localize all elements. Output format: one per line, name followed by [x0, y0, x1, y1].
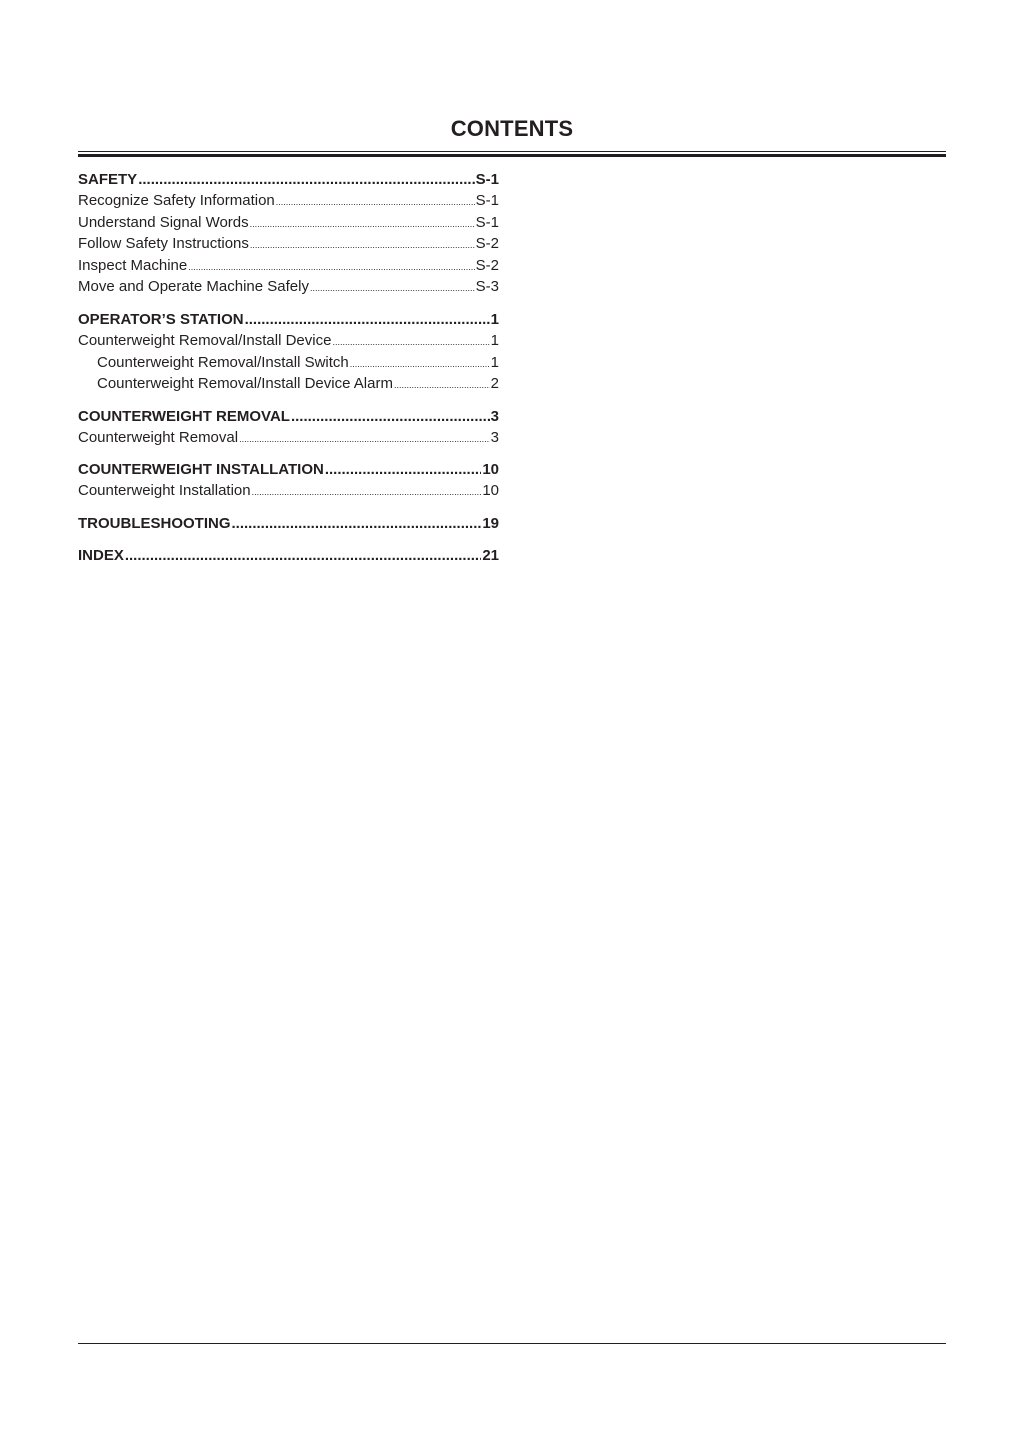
dot-leader: [276, 191, 475, 213]
toc-entry-label: Counterweight Removal/Install Switch: [97, 353, 349, 371]
toc-item[interactable]: [78, 213, 499, 235]
toc-heading[interactable]: [78, 512, 499, 535]
toc-heading[interactable]: [78, 405, 499, 428]
dot-leader: [291, 405, 490, 428]
dot-leader: [245, 308, 490, 331]
toc-entry-page-number: 10: [482, 461, 499, 479]
toc-entry-page-number: 1: [490, 331, 499, 349]
dot-leader: [394, 374, 490, 396]
toc-entry-label: COUNTERWEIGHT INSTALLATION: [78, 461, 324, 479]
toc-entry-label: Understand Signal Words: [78, 213, 249, 231]
toc-entry-page-number: 1: [490, 310, 499, 328]
dot-leader: [188, 256, 474, 278]
toc-section: [78, 512, 499, 535]
toc-section: [78, 168, 499, 299]
toc-entry-page-number: 10: [482, 482, 499, 500]
toc-item[interactable]: [78, 481, 499, 503]
toc-entry-label: Follow Safety Instructions: [78, 235, 249, 253]
table-of-contents: [78, 168, 499, 576]
toc-entry-page-number: S-1: [475, 171, 499, 188]
toc-entry-page-number: 3: [490, 428, 499, 446]
toc-entry-label: OPERATOR’S STATION: [78, 310, 244, 328]
toc-entry-page-number: 1: [490, 353, 499, 371]
toc-heading[interactable]: [78, 458, 499, 481]
toc-entry-label: COUNTERWEIGHT REMOVAL: [78, 407, 290, 425]
page-title: CONTENTS: [450, 116, 574, 141]
toc-entry-label: TROUBLESHOOTING: [78, 514, 231, 532]
dot-leader: [250, 234, 475, 256]
dot-leader: [138, 168, 474, 191]
toc-entry-label: SAFETY: [78, 171, 138, 188]
toc-item[interactable]: [78, 256, 499, 278]
toc-entry-page-number: S-3: [475, 278, 499, 296]
toc-heading[interactable]: [78, 544, 499, 567]
toc-entry-label: Counterweight Removal/Install Device Alarm: [97, 375, 393, 393]
toc-item[interactable]: [78, 191, 499, 213]
toc-section: [78, 308, 499, 396]
toc-entry-label: Counterweight Installation: [78, 482, 251, 500]
toc-entry-label: Counterweight Removal/Install Device: [78, 331, 332, 349]
dot-leader: [232, 512, 482, 535]
toc-entry-page-number: 21: [482, 546, 499, 564]
toc-entry-page-number: S-1: [475, 213, 499, 231]
toc-section: [78, 544, 499, 567]
toc-entry-page-number: S-1: [475, 192, 499, 209]
toc-entry-page-number: 2: [490, 375, 499, 393]
dot-leader: [325, 458, 481, 481]
toc-item[interactable]: [78, 353, 499, 375]
title-divider: [78, 151, 946, 157]
dot-leader: [310, 277, 475, 299]
toc-section: [78, 405, 499, 450]
toc-entry-page-number: 3: [490, 407, 499, 425]
toc-item[interactable]: [78, 234, 499, 256]
dot-leader: [250, 213, 475, 235]
toc-item[interactable]: [78, 331, 499, 353]
toc-entry-page-number: S-2: [475, 235, 499, 253]
toc-entry-label: INDEX: [78, 546, 124, 564]
footer-divider: [78, 1343, 946, 1344]
toc-item[interactable]: [78, 428, 499, 450]
toc-item[interactable]: [78, 374, 499, 396]
toc-entry-page-number: S-2: [475, 256, 499, 274]
dot-leader: [252, 481, 482, 503]
toc-item[interactable]: [78, 277, 499, 299]
dot-leader: [239, 428, 490, 450]
toc-heading[interactable]: [78, 168, 499, 191]
toc-entry-label: Move and Operate Machine Safely: [78, 278, 309, 296]
toc-section: [78, 458, 499, 503]
toc-heading[interactable]: [78, 308, 499, 331]
toc-entry-label: Inspect Machine: [78, 256, 188, 274]
dot-leader: [350, 353, 490, 375]
dot-leader: [125, 544, 481, 567]
toc-entry-page-number: 19: [482, 514, 499, 532]
toc-entry-label: Recognize Safety Information: [78, 192, 275, 209]
toc-entry-label: Counterweight Removal: [78, 428, 239, 446]
dot-leader: [332, 331, 489, 353]
